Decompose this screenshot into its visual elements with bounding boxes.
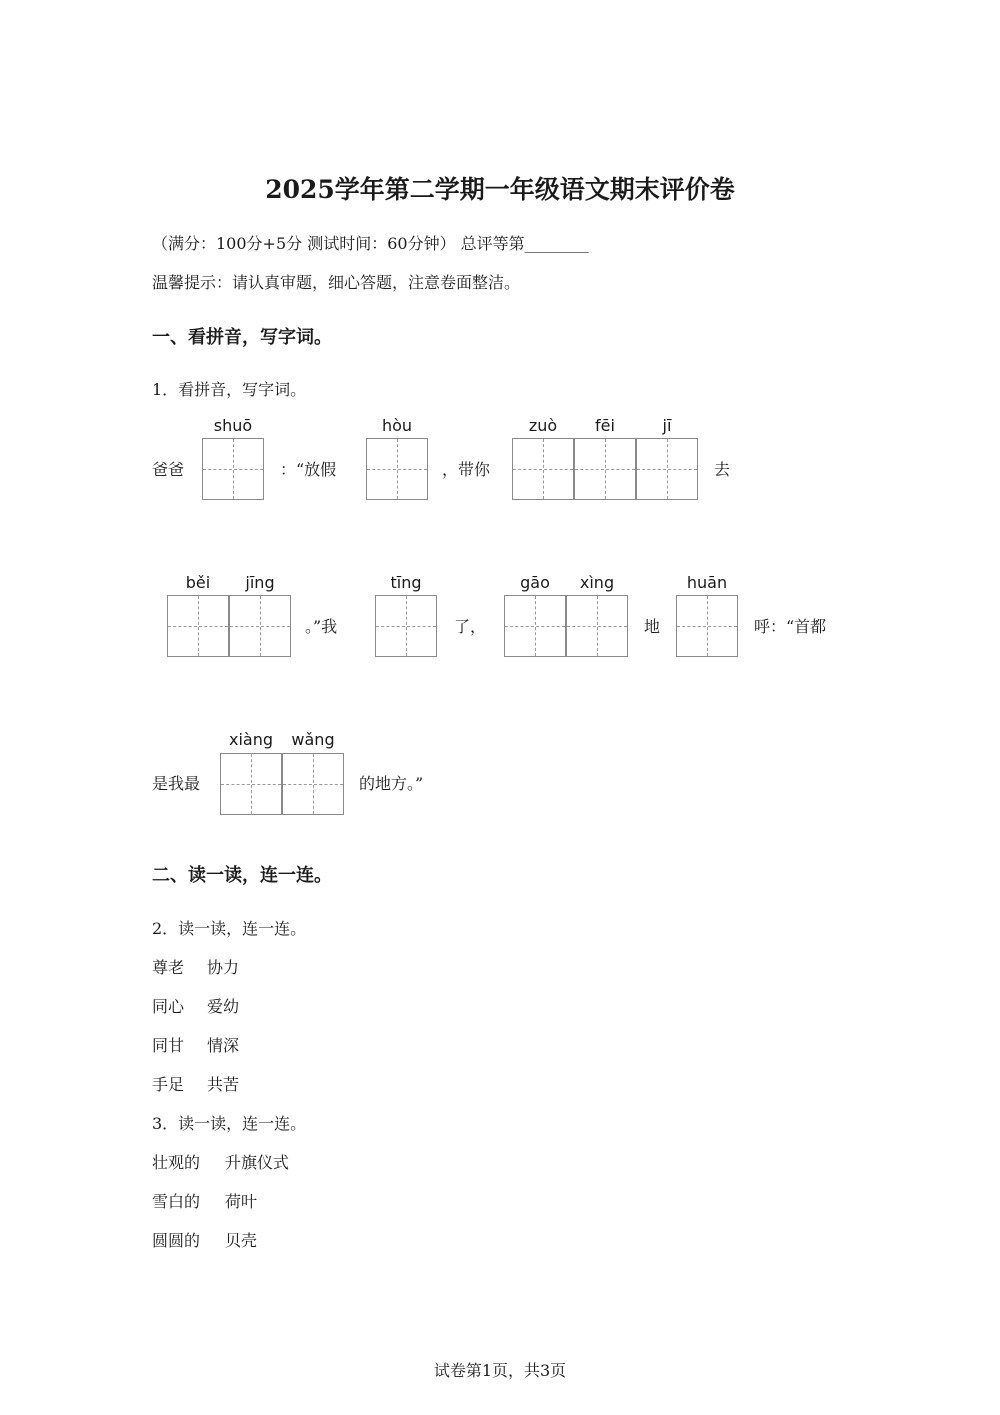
pinyin-label: shuō	[213, 416, 253, 435]
line-1-text-3: ，带你	[442, 460, 491, 479]
q2-row	[152, 955, 239, 978]
writing-box[interactable]	[202, 438, 264, 500]
line-1-text-1: 爸爸	[152, 460, 185, 479]
writing-box[interactable]	[282, 753, 344, 815]
writing-box[interactable]	[229, 595, 291, 657]
exam-hint: 温馨提示：请认真审题，细心答题，注意卷面整洁。	[152, 273, 521, 292]
q3-left-item[interactable]: 壮观的	[152, 1153, 201, 1172]
q2-right-item[interactable]: 协力	[207, 958, 240, 977]
line-2-text-3: 地	[644, 617, 661, 636]
q3-left-item[interactable]: 雪白的	[152, 1192, 201, 1211]
pinyin-label: gāo	[520, 573, 550, 592]
line-3-text-1: 是我最	[152, 774, 201, 793]
q2-row	[152, 994, 239, 1017]
q2-row	[152, 1033, 239, 1056]
pinyin-label: huān	[686, 573, 728, 592]
exam-info: （满分：100分+5分 测试时间：60分钟） 总评等第________	[152, 234, 589, 253]
pinyin-label: jī	[662, 416, 672, 435]
writing-box[interactable]	[375, 595, 437, 657]
writing-box[interactable]	[676, 595, 738, 657]
writing-box[interactable]	[366, 438, 428, 500]
pinyin-label: hòu	[381, 416, 413, 435]
q3-right-item[interactable]: 升旗仪式	[225, 1153, 290, 1172]
q2-right-item[interactable]: 情深	[207, 1036, 240, 1055]
writing-box[interactable]	[566, 595, 628, 657]
q2-right-item[interactable]: 共苦	[207, 1075, 240, 1094]
question-1: 1．看拼音，写字词。	[152, 380, 307, 399]
pinyin-label: jīng	[245, 573, 275, 592]
section-2-heading: 二、读一读，连一连。	[152, 865, 332, 886]
line-3-text-2: 的地方。”	[359, 774, 424, 793]
writing-box[interactable]	[512, 438, 574, 500]
q2-left-item[interactable]: 手足	[152, 1075, 185, 1094]
question-2: 2．读一读，连一连。	[152, 919, 307, 938]
q3-right-item[interactable]: 贝壳	[225, 1231, 258, 1250]
writing-box[interactable]	[167, 595, 229, 657]
exam-title: 2025学年第二学期一年级语文期末评价卷	[265, 175, 735, 204]
pinyin-label: běi	[185, 573, 211, 592]
question-3: 3．读一读，连一连。	[152, 1114, 307, 1133]
pinyin-label: xìng	[579, 573, 615, 592]
q2-left-item[interactable]: 尊老	[152, 958, 185, 977]
writing-box[interactable]	[574, 438, 636, 500]
writing-box[interactable]	[220, 753, 282, 815]
line-2-text-2: 了，	[454, 617, 487, 636]
writing-box[interactable]	[504, 595, 566, 657]
line-2-text-4: 呼：“首都	[754, 617, 827, 636]
q3-row	[152, 1150, 289, 1173]
pinyin-label: wǎng	[291, 730, 335, 749]
q2-left-item[interactable]: 同甘	[152, 1036, 185, 1055]
pinyin-label: zuò	[528, 416, 558, 435]
writing-box[interactable]	[636, 438, 698, 500]
line-1-text-2: ：“放假	[280, 460, 337, 479]
page-footer: 试卷第1页，共3页	[433, 1361, 567, 1380]
q2-row	[152, 1072, 239, 1095]
q3-left-item[interactable]: 圆圆的	[152, 1231, 201, 1250]
section-1-heading: 一、看拼音，写字词。	[152, 327, 332, 348]
q3-row	[152, 1189, 257, 1212]
q3-row	[152, 1228, 257, 1251]
line-1-text-4: 去	[714, 460, 731, 479]
pinyin-label: xiàng	[228, 730, 273, 749]
pinyin-label: tīng	[390, 573, 422, 592]
line-2-text-1: 。”我	[305, 617, 338, 636]
q2-right-item[interactable]: 爱幼	[207, 997, 240, 1016]
pinyin-label: fēi	[595, 416, 615, 435]
q2-left-item[interactable]: 同心	[152, 997, 185, 1016]
q3-right-item[interactable]: 荷叶	[225, 1192, 258, 1211]
